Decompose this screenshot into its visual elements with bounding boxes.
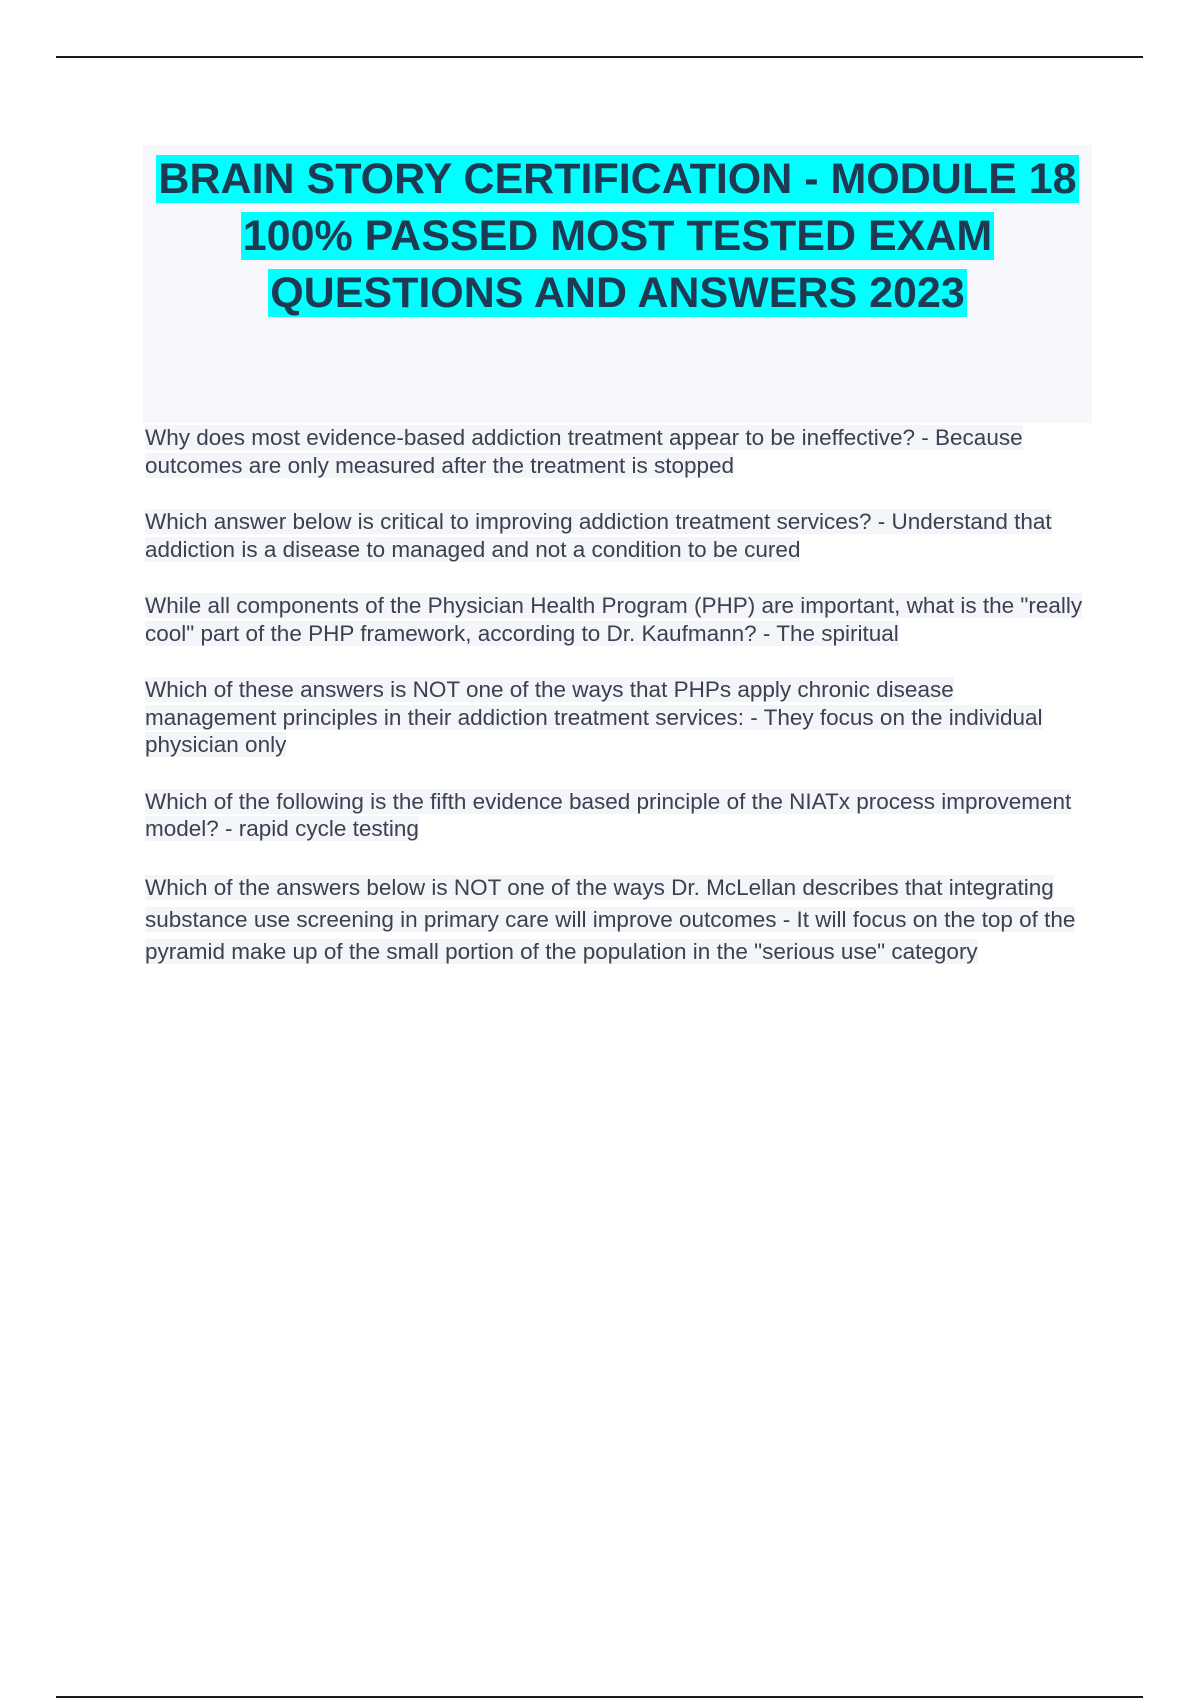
qa-item: Which of the following is the fifth evidence based principle of the NIATx process improvement model? - rapid cycle testing <box>145 788 1072 841</box>
qa-item: Which answer below is critical to improving addiction treatment services? - Understand that addiction is a disease to managed and not a condition to be cured <box>145 509 1052 562</box>
document-title <box>143 151 1092 322</box>
bottom-rule <box>56 1696 1143 1698</box>
qa-item: While all components of the Physician Health Program (PHP) are important, what is the "really cool" part of the PHP framework, according to Dr. Kaufmann? - The spiritual <box>145 593 1083 646</box>
qa-list <box>145 424 1090 997</box>
title-block <box>143 145 1092 423</box>
qa-item: Why does most evidence-based addiction treatment appear to be ineffective? - Because outcomes are only measured after the treatment is stopped <box>145 425 1023 478</box>
qa-item: Which of the answers below is NOT one of the ways Dr. McLellan describes that integrating substance use screening in primary care will improve outcomes - It will focus on the top of the pyramid make up of the small portion of the population in the "serious use" category <box>145 874 1076 964</box>
qa-item: Which of these answers is NOT one of the ways that PHPs apply chronic disease management principles in their addiction treatment services: - They focus on the individual physician only <box>145 677 1043 757</box>
top-rule <box>56 56 1143 58</box>
title-highlight: BRAIN STORY CERTIFICATION - MODULE 18 100% PASSED MOST TESTED EXAM QUESTIONS AND ANSWERS 2023 <box>158 155 1077 317</box>
